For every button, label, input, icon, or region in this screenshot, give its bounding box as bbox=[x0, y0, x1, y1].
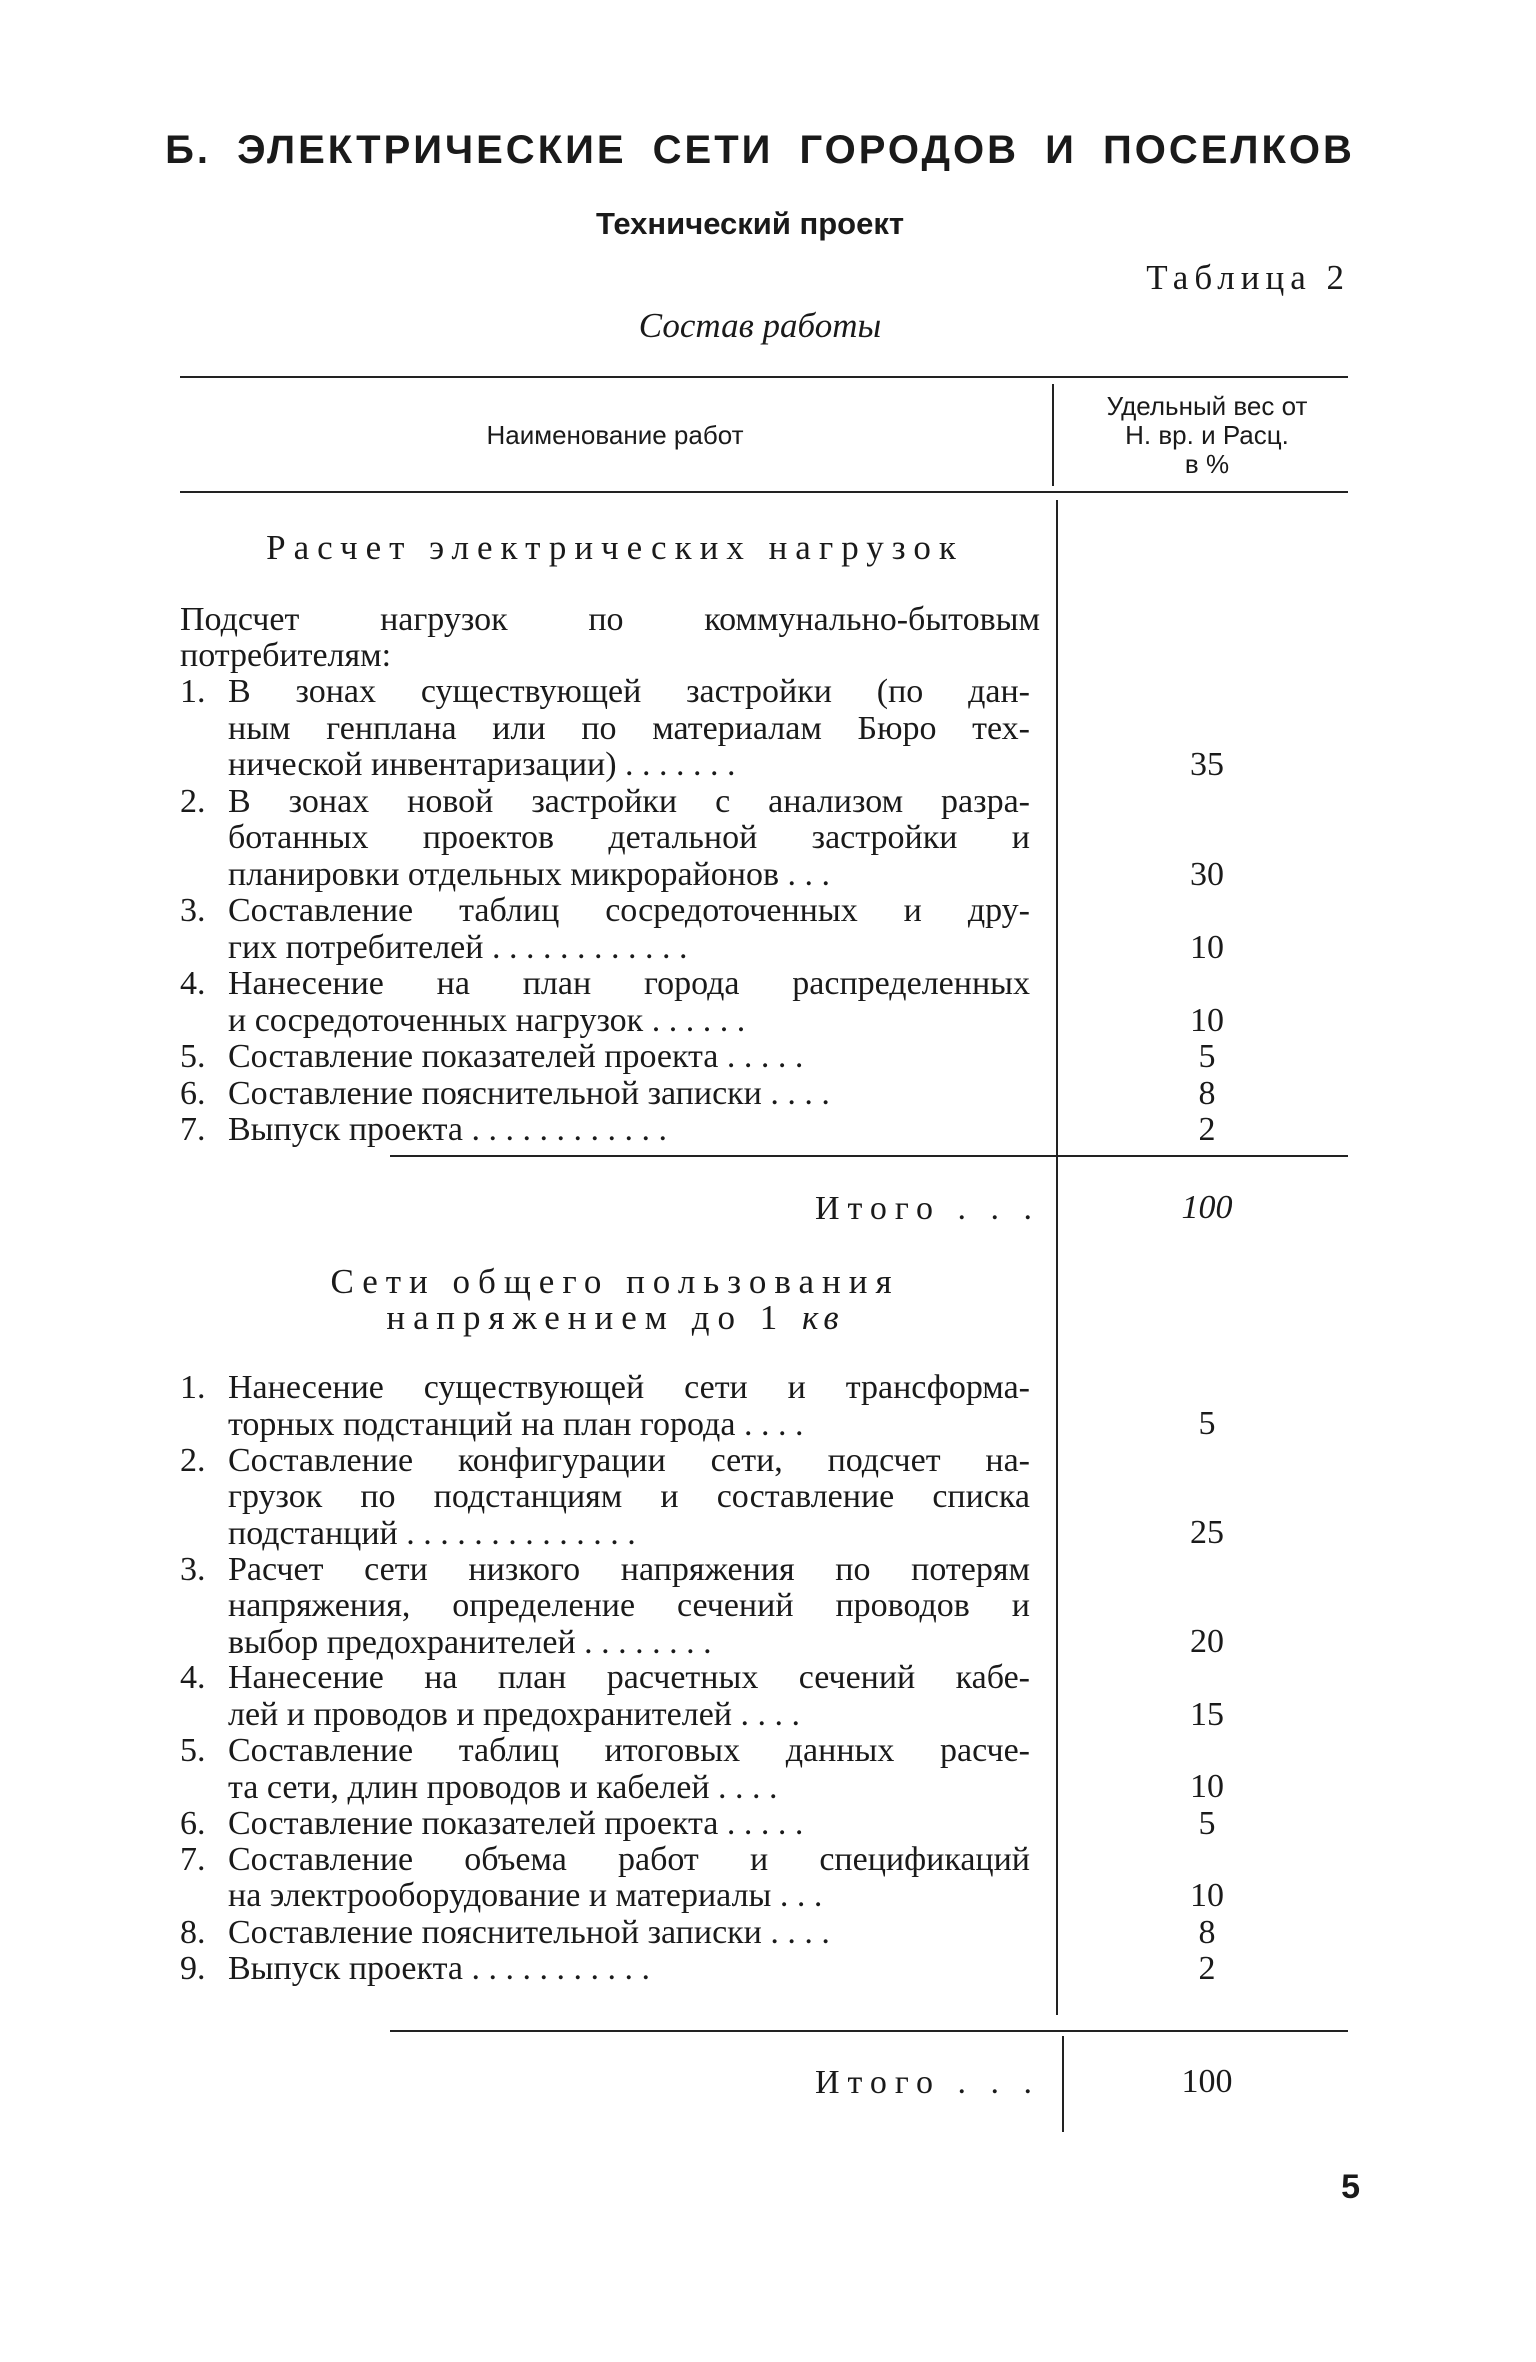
list-item-number: 5. bbox=[180, 1038, 206, 1075]
list-item-line bbox=[180, 1588, 1030, 1625]
list-item-value: 10 bbox=[1190, 1877, 1224, 1915]
section-heading: Расчет электрических нагрузок bbox=[266, 528, 964, 567]
list-item-value: 5 bbox=[1198, 1405, 1216, 1443]
list-item-text: та сети, длин проводов и кабелей . . . . bbox=[228, 1768, 778, 1806]
list-item-value: 8 bbox=[1198, 1913, 1216, 1951]
list-item-line bbox=[180, 1112, 1030, 1149]
total-label: Итого . . . bbox=[814, 2064, 1040, 2101]
list-item-number: 4. bbox=[180, 1659, 206, 1697]
list-item bbox=[180, 1733, 1030, 1806]
list-item-line bbox=[180, 1552, 1030, 1589]
list-item-number: 3. bbox=[180, 892, 206, 929]
list-item-text: В зонах существующей застройки (по дан- bbox=[228, 673, 1030, 710]
list-item-text: подстанций . . . . . . . . . . . . . . bbox=[228, 1514, 636, 1552]
list-item-line bbox=[180, 1878, 1030, 1915]
list-item-text: Нанесение на план города распределенных bbox=[228, 965, 1030, 1002]
list-item bbox=[180, 1112, 1030, 1149]
list-item-line bbox=[180, 1733, 1030, 1770]
list-item-number bbox=[180, 1003, 228, 1040]
list-item-line bbox=[180, 857, 1030, 894]
list-item-line bbox=[180, 1697, 1030, 1734]
list-item-line bbox=[180, 1770, 1030, 1807]
list-item-number bbox=[180, 857, 228, 894]
list-item-line bbox=[180, 1407, 1030, 1444]
list-item-line bbox=[180, 784, 1030, 821]
list-item-number: 2. bbox=[180, 1441, 206, 1479]
list-item-value: 10 bbox=[1190, 1001, 1224, 1039]
list-item bbox=[180, 1443, 1030, 1553]
list-item-line bbox=[180, 1660, 1030, 1697]
list-item bbox=[180, 1842, 1030, 1915]
list-item-text: нической инвентаризации) . . . . . . . bbox=[228, 746, 736, 783]
list-item-text: Выпуск проекта . . . . . . . . . . . bbox=[228, 1949, 650, 1987]
list-item bbox=[180, 674, 1030, 784]
column-header-name: Наименование работ bbox=[486, 420, 744, 450]
section-intro: Подсчет нагрузок по коммунально-бытовым потребителям: bbox=[180, 601, 1040, 674]
page-number: 5 bbox=[1341, 2168, 1360, 2206]
list-item-number bbox=[180, 1878, 228, 1915]
header-column-divider bbox=[1052, 384, 1054, 486]
list-item-text: гих потребителей . . . . . . . . . . . . bbox=[228, 928, 688, 966]
list-item-number: 1. bbox=[180, 673, 206, 710]
list-item-text: Выпуск проекта . . . . . . . . . . . . bbox=[228, 1111, 667, 1148]
column-header-weight-line: Удельный вес от bbox=[1106, 391, 1308, 421]
table-caption: Состав работы bbox=[638, 306, 882, 345]
list-item-value: 30 bbox=[1190, 855, 1224, 893]
section-heading-unit: кв bbox=[802, 1298, 844, 1337]
section-heading-line: Сети общего пользования bbox=[330, 1262, 900, 1301]
section-total-rule bbox=[390, 2030, 1348, 2032]
list-item-number: 6. bbox=[180, 1074, 206, 1112]
list-item-number: 7. bbox=[180, 1111, 206, 1148]
list-item-number bbox=[180, 820, 228, 857]
list-item-number bbox=[180, 1697, 228, 1734]
list-item-value: 25 bbox=[1190, 1514, 1224, 1552]
list-item-line bbox=[180, 1479, 1030, 1516]
list-item-line bbox=[180, 674, 1030, 711]
list-item bbox=[180, 893, 1030, 966]
list-item-number: 6. bbox=[180, 1804, 206, 1842]
list-item-value: 10 bbox=[1190, 928, 1224, 966]
list-item bbox=[180, 1806, 1030, 1843]
list-item bbox=[180, 784, 1030, 894]
table-top-rule bbox=[180, 376, 1348, 378]
list-item-number: 2. bbox=[180, 782, 206, 820]
body-column-divider bbox=[1056, 500, 1058, 2015]
list-item-text: Составление объема работ и спецификаций bbox=[228, 1840, 1030, 1878]
list-item-number: 9. bbox=[180, 1949, 206, 1987]
list-item bbox=[180, 966, 1030, 1039]
list-item-number: 5. bbox=[180, 1732, 206, 1769]
list-item-text: Нанесение существующей сети и трансформа- bbox=[228, 1369, 1030, 1406]
list-item-text: В зонах новой застройки с анализом разра- bbox=[228, 782, 1030, 820]
list-item bbox=[180, 1915, 1030, 1952]
list-item-value: 2 bbox=[1198, 1111, 1216, 1148]
list-item-line bbox=[180, 1076, 1030, 1113]
list-item-number bbox=[180, 1770, 228, 1807]
list-item-line bbox=[180, 893, 1030, 930]
list-item-line bbox=[180, 1625, 1030, 1662]
list-item-text: планировки отдельных микрорайонов . . . bbox=[228, 855, 831, 893]
list-item-line bbox=[180, 1842, 1030, 1879]
list-item-number bbox=[180, 930, 228, 967]
list-item-text: напряжения, определение сечений проводов и bbox=[228, 1587, 1030, 1624]
list-item-number bbox=[180, 1516, 228, 1553]
list-item-number bbox=[180, 1588, 228, 1625]
section-heading-prefix: напряжением до 1 bbox=[386, 1298, 802, 1337]
list-item-text: Составление пояснительной записки . . . . bbox=[228, 1913, 830, 1951]
list-item-line bbox=[180, 1806, 1030, 1843]
column-header-weight-line: в % bbox=[1184, 449, 1230, 479]
column-header-weight bbox=[1062, 392, 1352, 479]
list-item-text: Расчет сети низкого напряжения по потерям bbox=[228, 1550, 1030, 1588]
list-item-number: 8. bbox=[180, 1913, 206, 1951]
list-item-line bbox=[180, 966, 1030, 1003]
list-item-line bbox=[180, 1003, 1030, 1040]
list-item-text: Составление показателей проекта . . . . . bbox=[228, 1804, 804, 1842]
section-heading-line bbox=[180, 1300, 1050, 1336]
list-item-text: Составление пояснительной записки . . . . bbox=[228, 1074, 830, 1112]
column-header-weight-line: Н. вр. и Расц. bbox=[1125, 420, 1289, 450]
page-title: Б. ЭЛЕКТРИЧЕСКИЕ СЕТИ ГОРОДОВ И ПОСЕЛКОВ bbox=[165, 128, 1355, 172]
list-item-text: грузок по подстанциям и составление списка bbox=[228, 1478, 1030, 1516]
section-total-rule bbox=[390, 1155, 1348, 1157]
list-item-value: 8 bbox=[1198, 1074, 1216, 1112]
list-item-line bbox=[180, 820, 1030, 857]
list-item-line bbox=[180, 930, 1030, 967]
list-item-text: на электрооборудование и материалы . . . bbox=[228, 1877, 823, 1915]
list-item-text: Составление конфигурации сети, подсчет на- bbox=[228, 1441, 1030, 1479]
list-item-line bbox=[180, 1039, 1030, 1076]
list-item-value: 10 bbox=[1190, 1768, 1224, 1806]
list-item-text: и сосредоточенных нагрузок . . . . . . bbox=[228, 1001, 746, 1039]
total-value: 100 bbox=[1181, 2063, 1233, 2100]
list-item-line bbox=[180, 1951, 1030, 1988]
list-item-number bbox=[180, 1479, 228, 1516]
list-item-number bbox=[180, 1407, 228, 1444]
list-item-number bbox=[180, 1625, 228, 1662]
list-item-line bbox=[180, 1915, 1030, 1952]
list-item-text: торных подстанций на план города . . . . bbox=[228, 1405, 804, 1443]
table-number: Таблица 2 bbox=[1146, 258, 1350, 297]
list-item-line bbox=[180, 1370, 1030, 1407]
page-subtitle: Технический проект bbox=[595, 206, 905, 241]
list-item-number: 4. bbox=[180, 965, 206, 1002]
list-item-value: 20 bbox=[1190, 1623, 1224, 1661]
list-item-text: выбор предохранителей . . . . . . . . bbox=[228, 1623, 712, 1661]
list-item-number: 1. bbox=[180, 1369, 206, 1406]
list-item-number bbox=[180, 747, 228, 784]
section-heading bbox=[180, 1264, 1050, 1336]
list-item-text: Составление таблиц сосредоточенных и дру- bbox=[228, 892, 1030, 929]
list-item-text: Составление показателей проекта . . . . . bbox=[228, 1038, 804, 1075]
list-item-text: ботанных проектов детальной застройки и bbox=[228, 819, 1030, 856]
list-item-number bbox=[180, 711, 228, 748]
list-item-line bbox=[180, 1516, 1030, 1553]
list-item bbox=[180, 1370, 1030, 1443]
total-value: 100 bbox=[1181, 1189, 1233, 1226]
list-item bbox=[180, 1076, 1030, 1113]
list-item-line bbox=[180, 1443, 1030, 1480]
list-item bbox=[180, 1660, 1030, 1733]
list-item-value: 2 bbox=[1198, 1949, 1216, 1987]
list-item-number: 3. bbox=[180, 1550, 206, 1588]
list-item-value: 15 bbox=[1190, 1695, 1224, 1733]
list-item bbox=[180, 1039, 1030, 1076]
list-item-text: Составление таблиц итоговых данных расче- bbox=[228, 1732, 1030, 1769]
list-item-text: ным генплана или по материалам Бюро тех- bbox=[228, 709, 1030, 747]
list-item-value: 35 bbox=[1190, 746, 1224, 783]
list-item-value: 5 bbox=[1198, 1038, 1216, 1075]
list-item-text: Нанесение на план расчетных сечений кабе- bbox=[228, 1659, 1030, 1697]
table-header-rule bbox=[180, 491, 1348, 493]
list-item-number: 7. bbox=[180, 1840, 206, 1878]
list-item-value: 5 bbox=[1198, 1804, 1216, 1842]
list-item bbox=[180, 1552, 1030, 1662]
list-item bbox=[180, 1951, 1030, 1988]
list-item-line bbox=[180, 747, 1030, 784]
list-item-text: лей и проводов и предохранителей . . . . bbox=[228, 1695, 801, 1733]
list-item-line bbox=[180, 711, 1030, 748]
total-label: Итого . . . bbox=[814, 1190, 1040, 1227]
